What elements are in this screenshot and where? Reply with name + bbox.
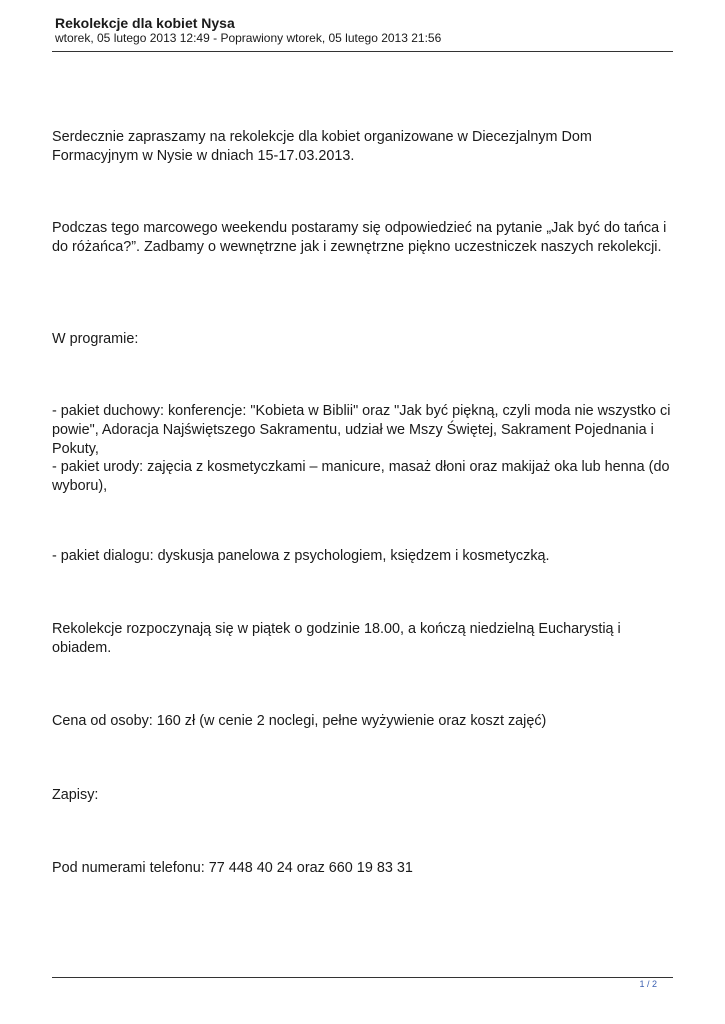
program-item-beauty: - pakiet urody: zajęcia z kosmetyczkami – manicure, masaż dłoni oraz makijaż oka lub henna (do wyboru), — [52, 459, 670, 495]
signup-heading: Zapisy: — [52, 787, 99, 803]
footer-divider — [52, 977, 673, 978]
paragraph-schedule: Rekolekcje rozpoczynają się w piątek o godzinie 18.00, a kończą niedzielną Eucharystią i obiadem. — [52, 621, 621, 656]
program-item-spiritual: - pakiet duchowy: konferencje: "Kobieta w Biblii" oraz "Jak być piękną, czyli moda nie wszystko ci powie", Adoracja Najświętszego Sakramentu, udział we Mszy Świętej, Sakrament Pojednania i Pokuty, — [52, 403, 671, 457]
paragraph-phones: Pod numerami telefonu: 77 448 40 24 oraz 660 19 83 31 — [52, 860, 413, 876]
header-divider — [52, 51, 673, 52]
paragraph-weekend: Podczas tego marcowego weekendu postaramy się odpowiedzieć na pytanie „Jak być do tańca i do różańca?”. Zadbamy o wewnętrzne jak i zewnętrzne piękno uczestniczek naszych rekolekcji. — [52, 220, 667, 255]
program-list — [52, 402, 677, 496]
page-title: Rekolekcje dla kobiet Nysa — [55, 15, 235, 31]
document-header — [55, 15, 673, 46]
publish-date: wtorek, 05 lutego 2013 12:49 - Poprawiony wtorek, 05 lutego 2013 21:56 — [55, 31, 442, 45]
page-number: 1 / 2 — [639, 979, 657, 989]
program-item-dialogue: - pakiet dialogu: dyskusja panelowa z psychologiem, księdzem i kosmetyczką. — [52, 548, 550, 564]
paragraph-intro: Serdecznie zapraszamy na rekolekcje dla kobiet organizowane w Diecezjalnym Dom Formacyjnym w Nysie w dniach 15-17.03.2013. — [52, 129, 592, 164]
program-heading: W programie: — [52, 331, 139, 347]
paragraph-price: Cena od osoby: 160 zł (w cenie 2 noclegi, pełne wyżywienie oraz koszt zajęć) — [52, 713, 547, 729]
